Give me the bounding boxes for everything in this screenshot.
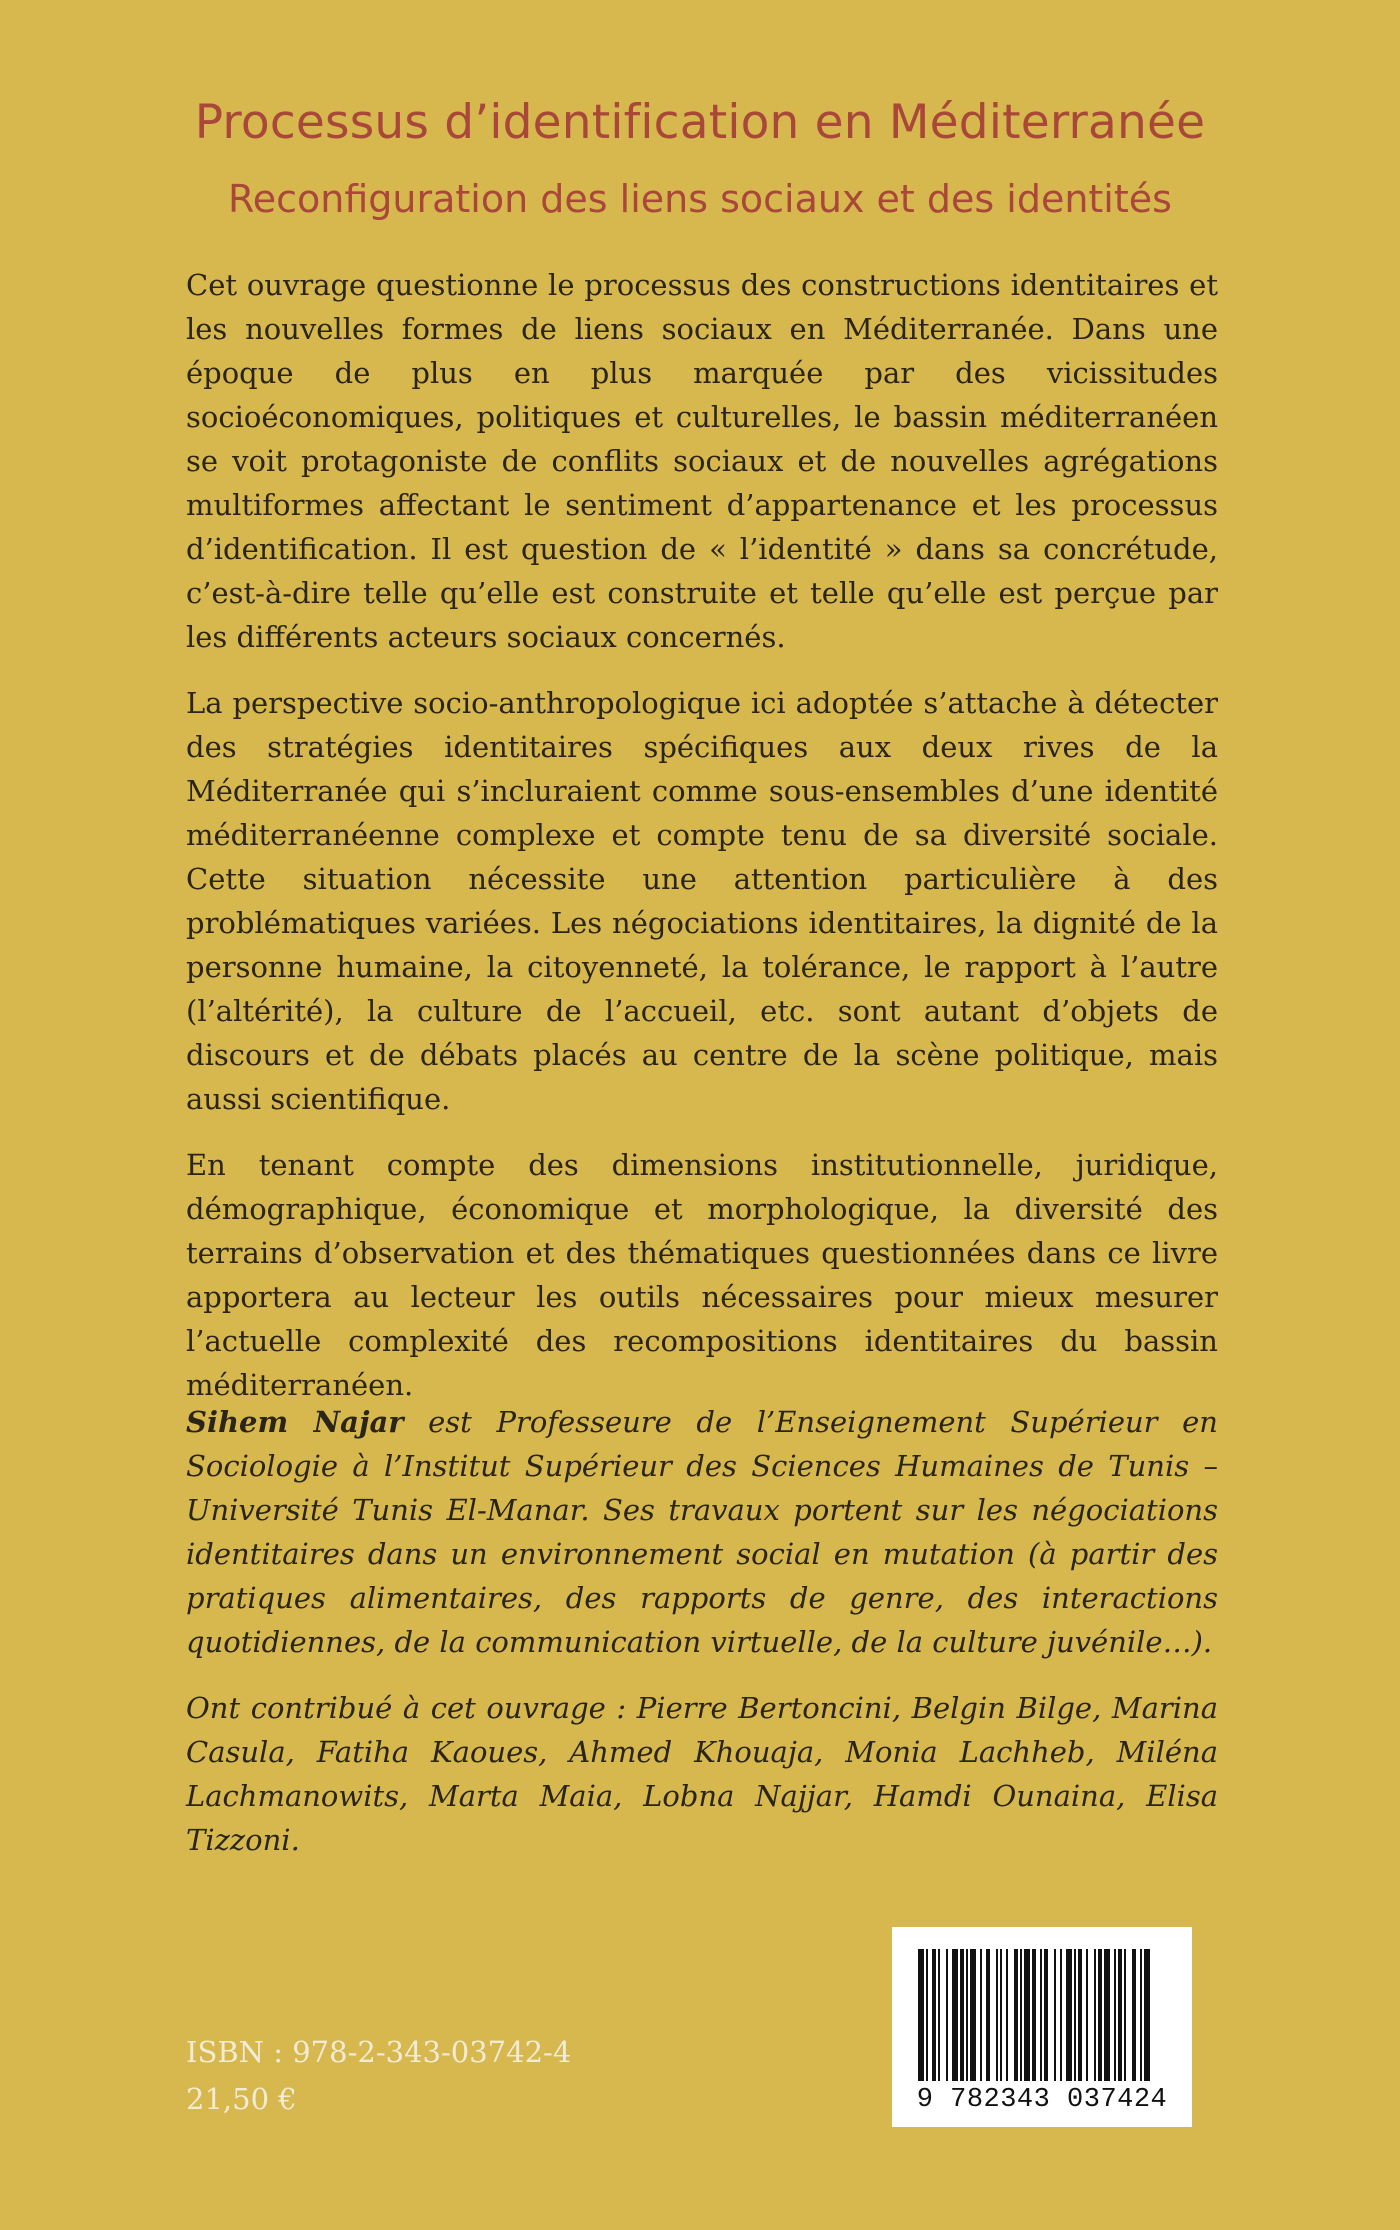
- barcode-bar: [938, 1949, 940, 2081]
- contributors: Ont contribué à cet ouvrage : Pierre Bertoncini, Belgin Bilge, Marina Casula, Fatiha Kaoues, Ahmed Khouaja, Monia Lachheb, Miléna Lachmanowits, Marta Maia, Lobna Najjar, Hamdi Ounaina, Elisa Tizzoni.: [186, 1691, 1218, 1857]
- barcode-bar: [996, 1949, 998, 2081]
- summary-paragraph-3: En tenant compte des dimensions institutionnelle, juridique, démographique, économique et morphologique, la diversité des terrains d’observation et des thématiques questionnées dans ce livre apportera au lecteur les outils nécessaires pour mieux mesurer l’actuelle complexité des recompositions identitaires du bassin méditerranéen.: [186, 1148, 1218, 1402]
- barcode-bar: [926, 1949, 928, 2081]
- barcode-bar: [986, 1949, 990, 2081]
- summary-text: [186, 263, 1218, 1429]
- barcode: [892, 1927, 1192, 2127]
- barcode-bar: [1086, 1949, 1088, 2081]
- barcode-bar: [1054, 1949, 1056, 2081]
- barcode-bar: [1074, 1949, 1076, 2081]
- book-subtitle: Reconfiguration des liens sociaux et des identités: [228, 177, 1172, 221]
- barcode-bar: [980, 1949, 982, 2081]
- barcode-bar: [1000, 1949, 1002, 2081]
- barcode-bar: [946, 1949, 948, 2081]
- barcode-bar: [1024, 1949, 1030, 2081]
- book-title: Processus d’identification en Méditerranée: [194, 95, 1206, 150]
- barcode-bar: [960, 1949, 964, 2081]
- isbn: ISBN : 978-2-343-03742-4: [186, 2035, 572, 2069]
- barcode-bar: [1066, 1949, 1072, 2081]
- barcode-bar: [1094, 1949, 1096, 2081]
- barcode-bar: [952, 1949, 958, 2081]
- barcode-bar: [1140, 1949, 1142, 2081]
- price: 21,50 €: [186, 2082, 297, 2116]
- barcode-bar: [1044, 1949, 1048, 2081]
- barcode-digits: 9 782343 037424: [916, 2085, 1168, 2115]
- barcode-bars: [914, 1949, 1170, 2081]
- summary-paragraph-1: Cet ouvrage questionne le processus des constructions identitaires et les nouvelles formes de liens sociaux en Méditerranée. Dans une époque de plus en plus marquée par des vicissitudes socioéconomiques, politiques et culturelles, le bassin méditerranéen se voit protagoniste de conflits sociaux et de nouvelles agrégations multiformes affectant le sentiment d’appartenance et les processus d’identification. Il est question de « l’identité » dans sa concrétude, c’est-à-dire telle qu’elle est construite et telle qu’elle est perçue par les différents acteurs sociaux concernés.: [186, 268, 1218, 654]
- barcode-bar: [932, 1949, 936, 2081]
- barcode-bar: [1132, 1949, 1136, 2081]
- barcode-bar: [1006, 1949, 1008, 2081]
- author-name: Sihem Najar: [186, 1405, 404, 1439]
- author-bio: [186, 1400, 1218, 1884]
- barcode-bar: [1098, 1949, 1102, 2081]
- barcode-bar: [970, 1949, 976, 2081]
- barcode-bar: [966, 1949, 968, 2081]
- barcode-bar: [1014, 1949, 1018, 2081]
- barcode-bar: [1144, 1949, 1150, 2081]
- barcode-bar: [1020, 1949, 1022, 2081]
- barcode-bar: [1104, 1949, 1110, 2081]
- summary-paragraph-2: La perspective socio-anthropologique ici adoptée s’attache à détecter des stratégies identitaires spécifiques aux deux rives de la Méditerranée qui s’incluraient comme sous-ensembles d’une identité méditerranéenne complexe et compte tenu de sa diversité sociale. Cette situation nécessite une attention particulière à des problématiques variées. Les négociations identitaires, la dignité de la personne humaine, la citoyenneté, la tolérance, le rapport à l’autre (l’altérité), la culture de l’accueil, etc. sont autant d’objets de discours et de débats placés au centre de la scène politique, mais aussi scientifique.: [186, 686, 1218, 1116]
- barcode-bar: [1114, 1949, 1116, 2081]
- bio-paragraph: [186, 1400, 1218, 1664]
- barcode-bar: [1118, 1949, 1122, 2081]
- bio-text: est Professeure de l’Enseignement Supérieur en Sociologie à l’Institut Supérieur des Sciences Humaines de Tunis – Université Tunis El-Manar. Ses travaux portent sur les négociations identitaires dans un environnement social en mutation (à partir des pratiques alimentaires, des rapports de genre, des interactions quotidiennes, de la communication virtuelle, de la culture juvénile…).: [186, 1405, 1218, 1659]
- barcode-bar: [1040, 1949, 1042, 2081]
- barcode-bar: [1078, 1949, 1082, 2081]
- barcode-bar: [918, 1949, 924, 2081]
- barcode-bar: [1124, 1949, 1126, 2081]
- barcode-bar: [1032, 1949, 1036, 2081]
- barcode-bar: [1060, 1949, 1062, 2081]
